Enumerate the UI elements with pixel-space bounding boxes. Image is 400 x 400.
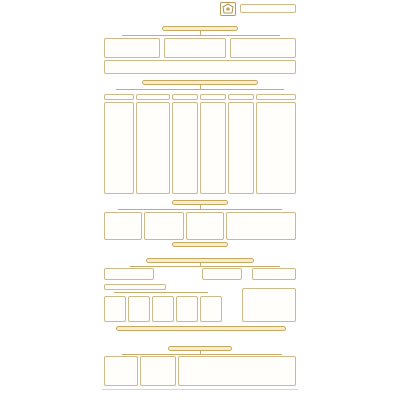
text-box [144,212,184,240]
text-box [140,356,176,386]
connector [118,209,282,210]
text-box [104,268,154,280]
infographic-sheet [102,0,298,400]
text-box [242,288,296,322]
connector [122,35,280,36]
text-box [104,212,142,240]
section-band-6 [116,326,286,331]
column-body [228,102,254,194]
connector [122,354,282,355]
column-body [172,102,198,194]
text-box [128,296,150,322]
connector [116,89,284,90]
column-header [200,94,226,100]
text-box [186,212,224,240]
text-box [104,284,166,290]
column-body [136,102,170,194]
footer-rule [102,389,298,390]
connector [114,292,208,293]
text-box [226,212,296,240]
column-body [104,102,134,194]
column-header [172,94,198,100]
header-title-box [240,4,296,13]
connector [130,266,280,267]
text-box [200,296,222,322]
column-header [136,94,170,100]
text-box [104,296,126,322]
text-box [164,38,226,58]
text-box [104,356,138,386]
header-logo [220,2,236,16]
column-body [200,102,226,194]
column-header [256,94,296,100]
text-box [178,356,296,386]
text-box [230,38,296,58]
column-body [256,102,296,194]
column-header [104,94,134,100]
column-header [228,94,254,100]
text-box [104,38,160,58]
text-box [104,60,296,74]
section-band-4 [172,242,228,247]
crest-logo-icon [221,3,235,15]
text-box [152,296,174,322]
text-box [176,296,198,322]
text-box [202,268,242,280]
text-box [252,268,296,280]
header-subtitle-block [102,4,142,22]
